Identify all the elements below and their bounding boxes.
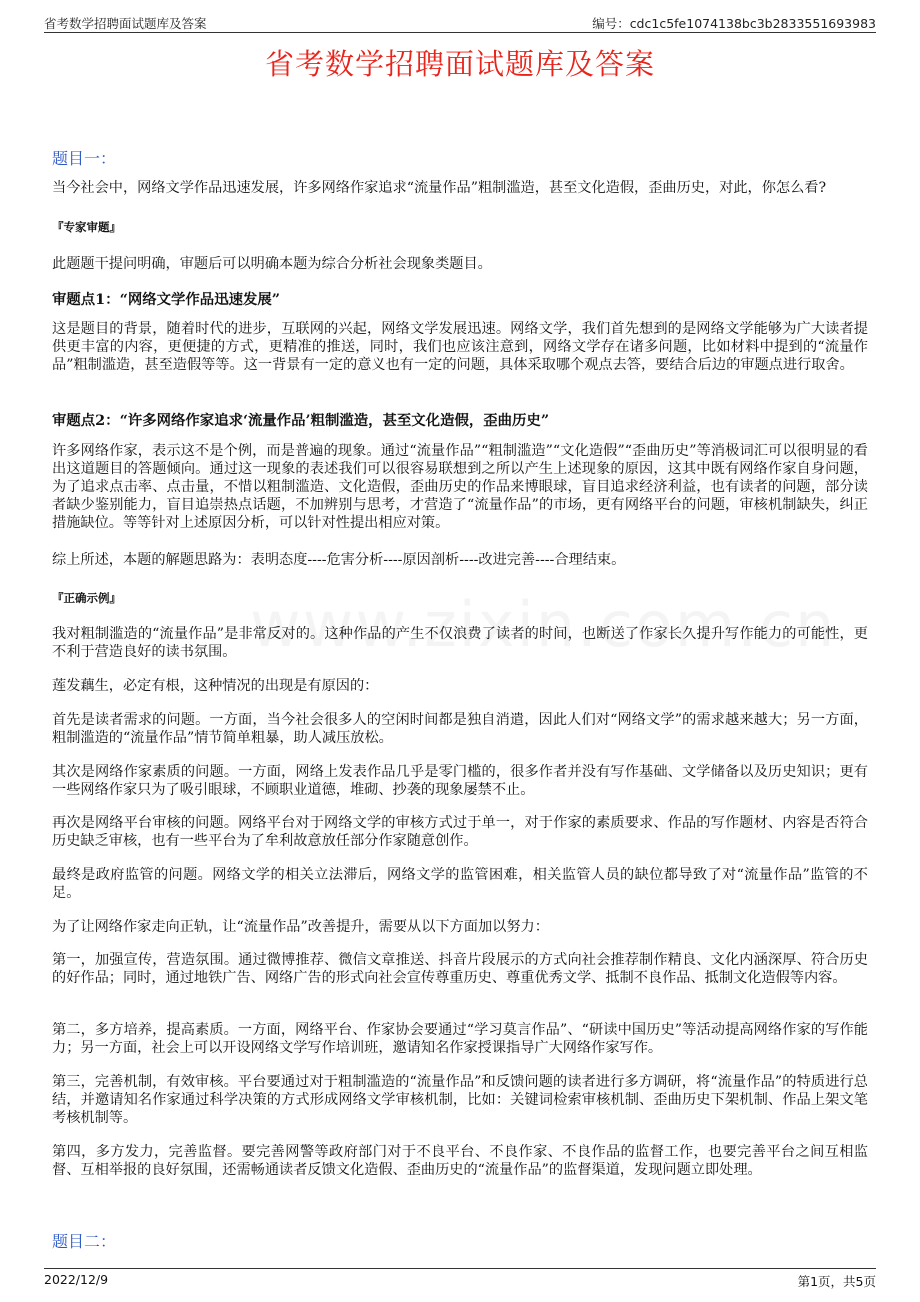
footer-page-number: 第1页，共5页 [797,1274,876,1289]
header-doc-id: 编号：cdc1c5fe1074138bc3b2833551693983 [592,16,876,31]
question-2-label: 题目二： [52,1232,117,1251]
answer-paragraph: 第四，多方发力，完善监督。要完善网警等政府部门对于不良平台、不良作家、不良作品的监督工作，也要完善平台之间互相监督、互相举报的良好氛围，还需畅通读者反馈文化造假、歪曲历史的“流量作品”的监督渠道，发现问题立即处理。 [52,1144,868,1178]
answer-paragraph: 第一，加强宣传，营造氛围。通过微博推荐、微信文章推送、抖音片段展示的方式向社会推荐制作精良、文化内涵深厚、符合历史的好作品；同时，通过地铁广告、网络广告的形式向社会宣传尊重历史、尊重优秀文学、抵制不良作品、抵制文化造假等内容。 [52,952,868,986]
review-point-2-text: 许多网络作家，表示这不是个例，而是普遍的现象。通过“流量作品”“粗制滥造”“文化造假”“歪曲历史”等消极词汇可以很明显的看出这道题目的答题倾向。通过这一现象的表述我们可以很容易联想到之所以产生上述现象的原因，这其中既有网络作家自身问题，为了追求点击率、点击量，不惜以粗制滥造、文化造假，歪曲历史的作品来博眼球，盲目追求经济利益，也有读者的问题，部分读者缺少鉴别能力，盲目追崇热点话题，不加辨别与思考，才营造了“流量作品”的市场，更有网络平台的问题，审核机制缺失，纠正措施缺位。等等针对上述原因分析，可以针对性提出相应对策。 [52,443,868,531]
page-header [44,12,876,33]
answer-paragraph: 其次是网络作家素质的问题。一方面，网络上发表作品几乎是零门槛的，很多作者并没有写作基础、文学储备以及历史知识；更有一些网络作家只为了吸引眼球，不顾职业道德，堆砌、抄袭的现象屡禁不止。 [52,764,868,798]
page-footer [44,1268,876,1289]
answer-paragraph: 第三，完善机制，有效审核。平台要通过对于粗制滥造的“流量作品”和反馈问题的读者进行多方调研，将“流量作品”的特质进行总结，并邀请知名作家通过科学决策的方式形成网络文学审核机制，比如：关键词检索审核机制、歪曲历史下架机制、作品上架文笔考核机制等。 [52,1074,868,1126]
review-point-2-title: 审题点2：“许多网络作家追求‘流量作品’粗制滥造，甚至文化造假，歪曲历史” [52,412,550,429]
page-title: 省考数学招聘面试题库及答案 [264,47,655,81]
question-1-label: 题目一： [52,149,117,168]
answer-paragraph: 第二，多方培养，提高素质。一方面，网络平台、作家协会要通过“学习莫言作品”、“研读中国历史”等活动提高网络作家的写作能力；另一方面，社会上可以开设网络文学写作培训班，邀请知名作家授课指导广大网络作家写作。 [52,1022,868,1056]
expert-review-tag: 『专家审题』 [52,220,121,234]
review-point-1-title: 审题点1：“网络文学作品迅速发展” [52,291,281,308]
answer-paragraph: 为了让网络作家走向正轨，让“流量作品”改善提升，需要从以下方面加以努力： [52,919,549,935]
header-doc-title: 省考数学招聘面试题库及答案 [44,16,207,31]
review-summary: 综上所述，本题的解题思路为：表明态度----危害分析----原因剖析----改进完善----合理结束。 [52,552,626,568]
question-1-text: 当今社会中，网络文学作品迅速发展，许多网络作家追求“流量作品”粗制滥造，甚至文化造假，歪曲历史，对此，你怎么看? [52,180,827,196]
correct-example-tag: 『正确示例』 [52,591,121,605]
answer-paragraph: 首先是读者需求的问题。一方面，当今社会很多人的空闲时间都是独自消遣，因此人们对“网络文学”的需求越来越大；另一方面，粗制滥造的“流量作品”情节简单粗暴，助人减压放松。 [52,712,868,746]
footer-date: 2022/12/9 [44,1272,109,1287]
answer-paragraph: 再次是网络平台审核的问题。网络平台对于网络文学的审核方式过于单一，对于作家的素质要求、作品的写作题材、内容是否符合历史缺乏审核，也有一些平台为了牟利故意放任部分作家随意创作。 [52,815,868,849]
review-point-1-text: 这是题目的背景，随着时代的进步，互联网的兴起，网络文学发展迅速。网络文学，我们首先想到的是网络文学能够为广大读者提供更丰富的内容，更便捷的方式，更精准的推送，同时，我们也应该注意到，网络文学存在诸多问题，比如材料中提到的“流量作品”粗制滥造，甚至造假等等。这一背景有一定的意义也有一定的问题，具体采取哪个观点去答，要结合后边的审题点进行取舍。 [52,321,868,373]
answer-paragraph: 我对粗制滥造的“流量作品”是非常反对的。这种作品的产生不仅浪费了读者的时间，也断送了作家长久提升写作能力的可能性，更不利于营造良好的读书氛围。 [52,626,868,660]
answer-paragraph: 最终是政府监管的问题。网络文学的相关立法滞后，网络文学的监管困难，相关监管人员的缺位都导致了对“流量作品”监管的不足。 [52,867,868,901]
answer-paragraph: 莲发藕生，必定有根，这种情况的出现是有原因的： [52,678,379,694]
review-intro: 此题题干提问明确，审题后可以明确本题为综合分析社会现象类题目。 [52,256,492,272]
